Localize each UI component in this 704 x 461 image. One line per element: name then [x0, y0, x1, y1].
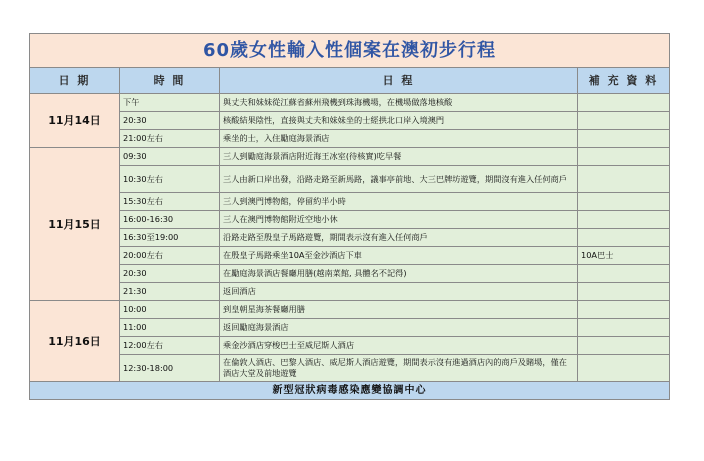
- date-cell: 11月14日: [30, 94, 120, 148]
- note-cell: [578, 211, 670, 229]
- table-row: [30, 319, 670, 337]
- note-cell: [578, 148, 670, 166]
- time-cell: 09:30: [120, 148, 220, 166]
- footer-row: [30, 382, 670, 400]
- time-cell: 21:00左右: [120, 130, 220, 148]
- time-cell: 下午: [120, 94, 220, 112]
- time-cell: 10:00: [120, 301, 220, 319]
- time-cell: 16:00-16:30: [120, 211, 220, 229]
- time-cell: 20:30: [120, 265, 220, 283]
- table-row: [30, 112, 670, 130]
- page-title: 60歲女性輸入性個案在澳初步行程: [30, 34, 670, 68]
- time-cell: 12:00左右: [120, 337, 220, 355]
- time-cell: 16:30至19:00: [120, 229, 220, 247]
- table-row: [30, 193, 670, 211]
- header-time: 時 間: [120, 68, 220, 94]
- note-cell: [578, 337, 670, 355]
- header-notes: 補 充 資 料: [578, 68, 670, 94]
- date-cell: 11月15日: [30, 148, 120, 301]
- note-cell: [578, 301, 670, 319]
- itinerary-table: [29, 33, 670, 400]
- note-cell: 10A巴士: [578, 247, 670, 265]
- time-cell: 20:00左右: [120, 247, 220, 265]
- note-cell: [578, 319, 670, 337]
- time-cell: 11:00: [120, 319, 220, 337]
- schedule-cell: 沿路走路至殷皇子馬路遊覽，期間表示沒有進入任何商戶: [220, 229, 578, 247]
- table-row: [30, 229, 670, 247]
- table-row: [30, 211, 670, 229]
- table-row: [30, 94, 670, 112]
- schedule-cell: 到皇朝星海茶餐廳用膳: [220, 301, 578, 319]
- time-cell: 15:30左右: [120, 193, 220, 211]
- note-cell: [578, 166, 670, 193]
- schedule-cell: 在殷皇子馬路乘坐10A至金沙酒店下車: [220, 247, 578, 265]
- note-cell: [578, 130, 670, 148]
- table-row: [30, 283, 670, 301]
- footer-organization: 新型冠狀病毒感染應變協調中心: [30, 382, 670, 400]
- time-cell: 12:30-18:00: [120, 355, 220, 382]
- itinerary-sheet: [29, 33, 669, 400]
- note-cell: [578, 94, 670, 112]
- table-row: [30, 265, 670, 283]
- table-row: [30, 130, 670, 148]
- table-row: [30, 247, 670, 265]
- header-row: [30, 68, 670, 94]
- title-row: [30, 34, 670, 68]
- date-cell: 11月16日: [30, 301, 120, 382]
- time-cell: 10:30左右: [120, 166, 220, 193]
- time-cell: 20:30: [120, 112, 220, 130]
- table-row: [30, 148, 670, 166]
- note-cell: [578, 112, 670, 130]
- schedule-cell: 乘坐的士，入住勵庭海景酒店: [220, 130, 578, 148]
- schedule-cell: 返回酒店: [220, 283, 578, 301]
- schedule-cell: 在勵庭海景酒店餐廳用膳(越南菜館, 具體名不記得): [220, 265, 578, 283]
- header-date: 日 期: [30, 68, 120, 94]
- schedule-cell: 三人由新口岸出發，沿路走路至新馬路，議事亭前地、大三巴牌坊遊覽，期間沒有進入任何商戶: [220, 166, 578, 193]
- table-row: [30, 301, 670, 319]
- note-cell: [578, 193, 670, 211]
- table-row: [30, 166, 670, 193]
- schedule-cell: 三人到勵庭海景酒店附近海王冰室(待核實)吃早餐: [220, 148, 578, 166]
- schedule-cell: 乘金沙酒店穿梭巴士至威尼斯人酒店: [220, 337, 578, 355]
- table-row: [30, 355, 670, 382]
- header-schedule: 日 程: [220, 68, 578, 94]
- schedule-cell: 在倫敦人酒店、巴黎人酒店、威尼斯人酒店遊覽，期間表示沒有進過酒店內的商戶及賭場，僅在酒店大堂及前地遊覽: [220, 355, 578, 382]
- table-row: [30, 337, 670, 355]
- time-cell: 21:30: [120, 283, 220, 301]
- schedule-cell: 三人到澳門博物館，停留約半小時: [220, 193, 578, 211]
- note-cell: [578, 283, 670, 301]
- schedule-cell: 核酸結果陰性，直接與丈夫和妹妹坐的士經拱北口岸入境澳門: [220, 112, 578, 130]
- schedule-cell: 與丈夫和妹妹從江蘇省蘇州飛機到珠海機場，在機場做落地核酸: [220, 94, 578, 112]
- note-cell: [578, 265, 670, 283]
- schedule-cell: 返回勵庭海景酒店: [220, 319, 578, 337]
- note-cell: [578, 355, 670, 382]
- note-cell: [578, 229, 670, 247]
- schedule-cell: 三人在澳門博物館附近空地小休: [220, 211, 578, 229]
